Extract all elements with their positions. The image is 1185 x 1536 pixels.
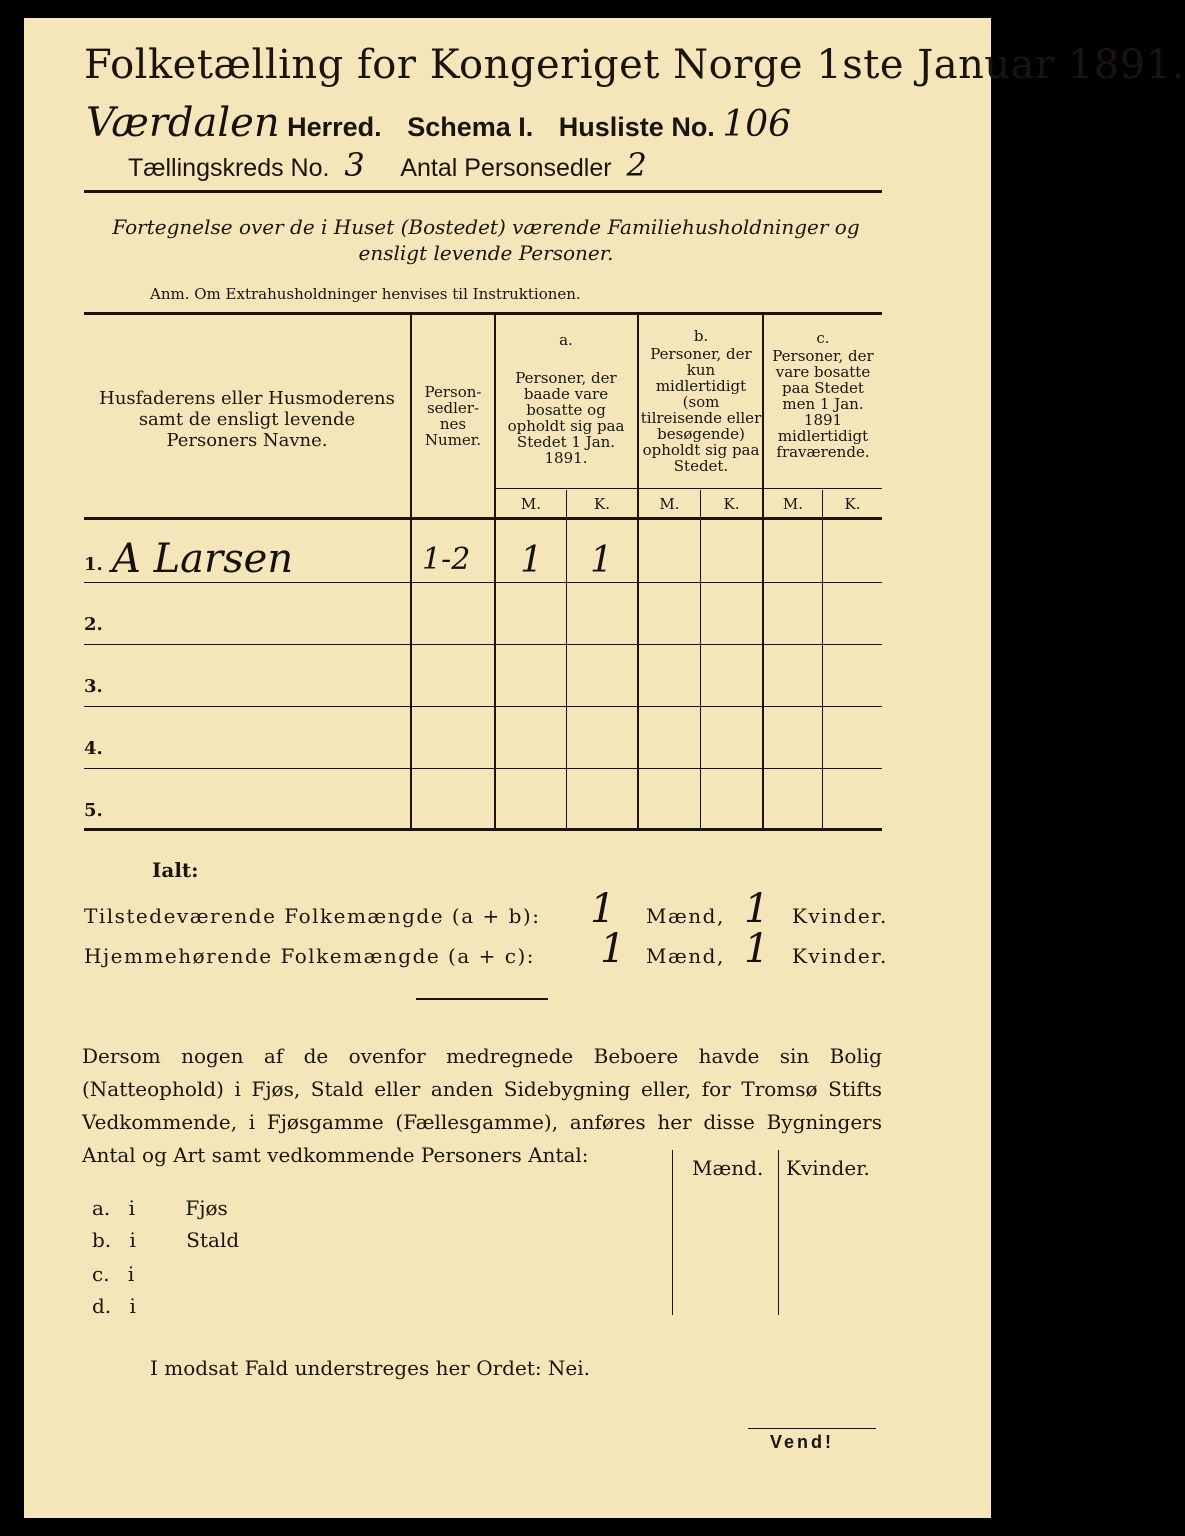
col-header-numer: Person-sedler-nes Numer.: [424, 383, 482, 449]
row-rule: [84, 768, 882, 769]
vend-rule: [748, 1428, 876, 1429]
col-divider: [410, 314, 412, 828]
modsat-note: I modsat Fald understreges her Ordet: Nei.: [150, 1356, 591, 1380]
m-header: M.: [782, 495, 804, 513]
row-number: 5.: [84, 800, 103, 821]
bld-row: [92, 1262, 134, 1286]
mk-divider: [566, 490, 567, 828]
bld-label: Fjøs: [185, 1196, 228, 1220]
row-rule: [84, 644, 882, 645]
row-rule: [84, 582, 882, 583]
row-number: 2.: [84, 614, 103, 635]
bld-letter: b.: [92, 1228, 112, 1252]
row-number: 3.: [84, 676, 103, 697]
col-a-letter: a.: [559, 331, 573, 349]
row-rule: [84, 706, 882, 707]
kvinder-label: Kvinder.: [792, 904, 888, 928]
herred-line: [86, 100, 791, 146]
kreds-value: 3: [344, 146, 365, 184]
bld-prep: i: [128, 1196, 136, 1220]
bld-divider: [778, 1150, 779, 1315]
row-number: 1.: [84, 554, 103, 575]
bld-maend-header: Mænd.: [692, 1156, 764, 1180]
mk-divider: [822, 490, 823, 828]
bld-kvinder-header: Kvinder.: [786, 1156, 870, 1180]
schema-label: Schema I.: [407, 112, 534, 142]
tilstede-maend-value: 1: [590, 886, 616, 932]
col-b-letter: b.: [693, 327, 709, 345]
ialt-label: Ialt:: [152, 858, 199, 882]
antal-label: Antal Personsedler: [400, 154, 612, 182]
row-name: A Larsen: [112, 536, 294, 582]
form-title: Folketælling for Kongeriget Norge 1ste Januar 1891.: [84, 42, 1185, 88]
row-a-m: 1: [520, 540, 543, 581]
col-header-a: Personer, der baade vare bosatte og opholdt sig paa Stedet 1 Jan. 1891.: [507, 369, 625, 467]
anm-note: Anm. Om Extrahusholdninger henvises til Instruktionen.: [150, 285, 581, 303]
col-header-names: Husfaderens eller Husmoderens samt de ensligt levende Personers Navne.: [99, 388, 395, 451]
form-subtitle: Fortegnelse over de i Huset (Bostedet) værende Familiehusholdninger og ensligt levende Personer.: [112, 215, 860, 265]
bld-prep: i: [127, 1262, 135, 1286]
husliste-value: 106: [722, 104, 792, 145]
hjemme-label: Hjemmehørende Folkemængde (a + c):: [84, 944, 535, 968]
col-header-b: Personer, der kun midlertidigt (som tilreisende eller besøgende) opholdt sig paa Stedet.: [640, 345, 762, 475]
k-header: K.: [594, 495, 610, 513]
kvinder-label: Kvinder.: [792, 944, 888, 968]
maend-label: Mænd,: [646, 944, 725, 968]
bld-label: Stald: [186, 1228, 240, 1252]
bld-row: [92, 1294, 136, 1318]
herred-value: Værdalen: [86, 100, 280, 146]
buildings-paragraph: Dersom nogen af de ovenfor medregnede Beboere havde sin Bolig (Natteophold) i Fjøs, Stald eller anden Sidebygning eller, for Tromsø Stifts Vedkommende, i Fjøsgamme (Fællesgamme), anføres her disse Bygningers Antal og Art samt vedkommende Personers Antal:: [82, 1044, 882, 1167]
husliste-label: Husliste No.: [558, 112, 715, 142]
k-header: K.: [723, 495, 740, 513]
bld-letter: d.: [92, 1294, 112, 1318]
herred-label: Herred.: [287, 112, 382, 142]
col-header-c: Personer, der vare bosatte paa Stedet men 1 Jan. 1891 midlertidigt fraværende.: [772, 347, 874, 461]
col-c-letter: c.: [816, 329, 830, 347]
row-numer: 1-2: [422, 542, 471, 577]
bld-row: [92, 1196, 228, 1220]
m-header: M.: [520, 495, 542, 513]
tilstede-label: Tilstedeværende Folkemængde (a + b):: [84, 904, 541, 928]
hjemme-maend-value: 1: [600, 926, 626, 972]
header-rule: [84, 190, 882, 193]
k-header: K.: [844, 495, 861, 513]
hjemme-kvinder-value: 1: [744, 926, 770, 972]
col-divider: [494, 314, 496, 828]
bld-prep: i: [129, 1228, 136, 1252]
kreds-label: Tællingskreds No.: [128, 154, 330, 182]
bld-divider: [672, 1150, 673, 1315]
bld-letter: a.: [92, 1196, 111, 1220]
tilstede-kvinder-value: 1: [744, 886, 770, 932]
kreds-line: [128, 146, 647, 184]
maend-label: Mænd,: [646, 904, 725, 928]
vend-label: Vend!: [770, 1432, 835, 1452]
col-divider: [637, 314, 639, 828]
bld-prep: i: [129, 1294, 136, 1318]
bld-letter: c.: [92, 1262, 110, 1286]
row-a-k: 1: [590, 540, 613, 581]
antal-value: 2: [626, 146, 647, 184]
bld-row: [92, 1228, 239, 1252]
mk-rule: [496, 488, 882, 489]
table-bottom-rule: [84, 828, 882, 831]
section-divider: [416, 998, 548, 1000]
m-header: M.: [659, 495, 680, 513]
row-number: 4.: [84, 738, 103, 759]
mk-divider: [700, 490, 701, 828]
